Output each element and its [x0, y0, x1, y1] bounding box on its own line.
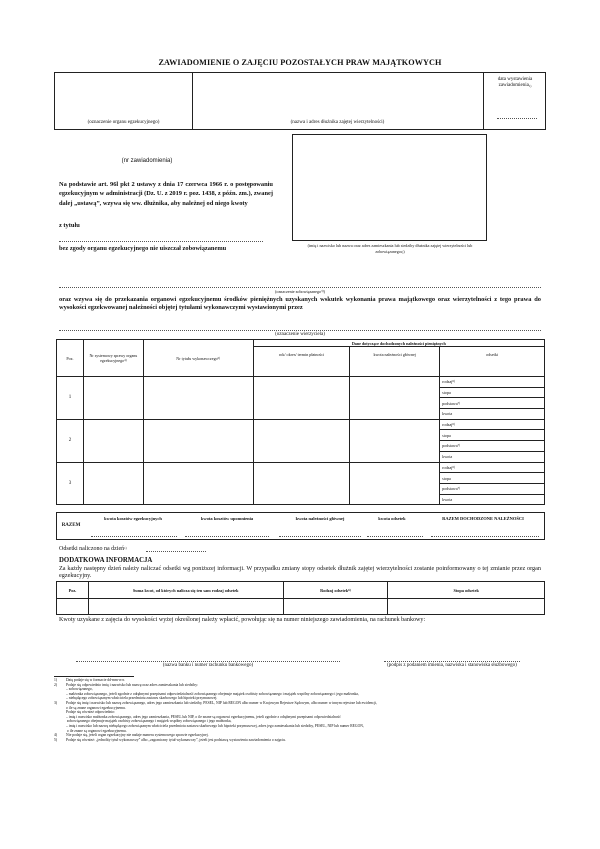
footnote-number: 2): [54, 682, 58, 687]
interest-header-rodzaj: Rodzaj odsetek$^{6)}$: [283, 582, 388, 599]
call-text: oraz wzywa się do przekazania organowi egzekucyjnemu środków pieniężnych uzyskanych wskutek wykonania prawa majątkowego oraz wierzytelności z tego prawa do wysokości egzekwowanej należności objętej tytułami wykonawczymi wystawionymi przez: [59, 296, 541, 312]
page-title: ZAWIADOMIENIE O ZAJĘCIU POZOSTAŁYCH PRAW MAJĄTKOWYCH: [158, 58, 442, 67]
payment-text: Kwoty uzyskane z zajęcia do wysokości wyżej określonej należy wpłacić, powołując się na numer niniejszego zawiadomienia, na rachunek bankowy:: [59, 617, 426, 623]
obligor-box: [292, 134, 487, 241]
footnote-number: 5): [54, 737, 58, 742]
footnote-text: zobowiązanego obejmuje majątek osobisty zobowiązanego i majątek wspólny zobowiązanego i jego małżonka,: [66, 719, 232, 724]
header-nr-tytulu: Nr tytułu wykonawczego$^{5)}$: [143, 340, 253, 377]
footnote-text: Podaje się również: „jednolity tytuł wykonawczy” albo „zagraniczny tytuł wykonawczy”, jeżeli jest podstawą wystawienia zawiadomienia o zajęciu.: [66, 737, 286, 742]
odsetki-rodzaj: rodzaj$^{6)}$: [440, 377, 545, 388]
razem-label: RAZEM: [61, 523, 81, 528]
footnote-text: – imię i nazwisko małżonka zobowiązanego, adres jego zamieszkania, PESEL lub NIP, o ile znane są organowi egzekucyjnemu, jeżeli zgodnie z odrębnymi przepisami odpowiedzialność: [66, 714, 341, 719]
footnote-number: 3): [54, 700, 58, 705]
razem-koszty-upom: kwota kosztów upomnienia: [200, 516, 254, 521]
legal-basis-text: Na podstawie art. 96l pkt 2 ustawy z dnia 17 czerwca 1966 r. o postępowaniu egzekucyjnym w administracji (Dz. U. z 2019 r. poz. 1438, z późn. zm.), zwanej dalej „ustawą”, wzywa się ww. dłużnika, aby należnej od niego kwoty: [59, 181, 273, 207]
header-box: [54, 72, 546, 130]
odsetki-stopa: stopa: [440, 430, 545, 441]
signature-label: (podpis z podaniem imienia, nazwiska i stanowiska służbowego): [387, 663, 517, 668]
header-odsetki: odsetki: [440, 347, 545, 377]
zobowiazany-label: (oznaczenie zobowiązanego$^{3)}$): [275, 289, 325, 294]
razem-koszty-egz: kwota kosztów egzekucyjnych: [104, 516, 162, 521]
razem-naleznosc: kwota należności głównej: [295, 516, 345, 521]
row-poz: 3: [57, 462, 84, 505]
bank-label: (nazwa banku i numer rachunku bankowego): [162, 663, 254, 668]
interest-table: [56, 581, 545, 615]
debtor-label: (nazwa i adres dłużnika zajętej wierzytelności): [290, 120, 385, 125]
notice-number-label: (nr zawiadomienia): [121, 158, 173, 164]
odsetki-rodzaj: rodzaj$^{6)}$: [440, 419, 545, 430]
odsetki-podstawa: podstawa$^{7)}$: [440, 441, 545, 452]
header-kwota-glowna: kwota należności głównej: [350, 347, 440, 377]
header-nr-systemowy: Nr systemowy sprawy organu egzekucyjnego$^{4)}$: [83, 340, 143, 377]
interest-header-poz: Poz.: [57, 582, 89, 599]
obligor-label: (imię i nazwisko lub nazwa oraz adres zamieszkania lub siedziby dłużnika zajętej wierzytelności lub zobowiązanego$^{2)}$): [307, 243, 473, 254]
date-label: data wystawienia zawiadomienia$^{1)}$: [497, 77, 533, 88]
row-poz: 1: [57, 377, 84, 420]
razem-row: [56, 512, 545, 540]
odsetki-date: Odsetki naliczono na dzień$^{1)}$: [59, 546, 127, 552]
bez-zgody-text: bez zgody organu egzekucyjnego nie uiszczał zobowiązanemu: [59, 245, 227, 252]
interest-header-suma: Suma kwot, od których nalicza się ten sam rodzaj odsetek: [88, 582, 283, 599]
organ-label: (oznaczenie organu egzekucyjnego): [87, 120, 160, 125]
razem-dochodzone: RAZEM DOCHODZONE NALEŻNOŚCI: [442, 516, 524, 521]
tytulu-label: z tytułu: [59, 222, 80, 229]
row-poz: 2: [57, 419, 84, 462]
header-rok: rok/ okres/ termin płatności: [253, 347, 350, 377]
footnote-text: o ile są znane organowi egzekucyjnemu.: [66, 705, 126, 710]
odsetki-stopa: stopa: [440, 473, 545, 484]
odsetki-kwota: kwota: [440, 451, 545, 462]
razem-odsetek: kwota odsetek: [378, 516, 406, 521]
interest-header-stopa: Stopa odsetek: [388, 582, 545, 599]
odsetki-kwota: kwota: [440, 409, 545, 420]
main-table: [56, 339, 545, 505]
footnote-number: 1): [54, 678, 58, 682]
odsetki-stopa: stopa: [440, 387, 545, 398]
footnotes: [54, 678, 554, 742]
header-poz: Poz.: [57, 340, 84, 377]
footnote-text: Nie podaje się, jeżeli organ egzekucyjny nie nadaje numeru systemowego sprawie egzekucyjnej.: [66, 733, 209, 738]
header-dane: Dane dotyczące dochodzonych należności pieniężnych: [253, 340, 544, 347]
footnote-text: Podaje się również odpowiednio:: [66, 710, 116, 715]
footnote-text: – zobowiązanego,: [66, 687, 93, 692]
footnote-text: – imię i nazwisko lub nazwę niebędącego zobowiązanym właściciela przedmiotu zastawu skarbowego lub hipoteki przymusowej, adres jego zamieszkania lub siedziby, PESEL, NIP lub numer REGON,: [66, 723, 364, 728]
footnote-text: o ile znane są organowi egzekucyjnemu.: [66, 728, 127, 733]
footnote-text: Podaje się imię i nazwisko lub nazwę zobowiązanego, adres jego zamieszkania lub siedziby, PESEL, NIP lub REGON albo numer w Krajowym Rejestrze Sądowym, albo numer w innym rejestrze lub ewidencji,: [66, 700, 377, 705]
footnote-text: Podaje się odpowiednio imię i nazwisko lub nazwę oraz adres zamieszkania lub siedziby:: [66, 682, 199, 687]
additional-heading: DODATKOWA INFORMACJA: [59, 557, 153, 564]
odsetki-podstawa: podstawa$^{7)}$: [440, 398, 545, 409]
footnote-line: [54, 738, 554, 743]
creditor-label: (oznaczenie wierzyciela): [275, 332, 325, 337]
footnote-number: 4): [54, 733, 58, 738]
additional-text: Za każdy następny dzień należy naliczać odsetki wg poniższej informacji. W przypadku zmiany stopy odsetek dłużnik zajętej wierzytelności zostanie poinformowany o tej zmianie przez organ egzekucyjny.: [59, 565, 541, 580]
footnote-text: – małżonka zobowiązanego, jeżeli zgodnie z odrębnymi przepisami odpowiedzialność zobowiązanego obejmuje majątek osobisty zobowiązanego i majątek wspólny zobowiązanego i jego małżonka,: [66, 691, 359, 696]
footnote-text: Datę podaje się w formacie dd-mm-rrrr.: [66, 678, 125, 682]
odsetki-rodzaj: rodzaj$^{6)}$: [440, 462, 545, 473]
odsetki-kwota: kwota: [440, 494, 545, 505]
odsetki-podstawa: podstawa$^{7)}$: [440, 483, 545, 494]
footnote-text: – niebędącego zobowiązanym właściciela przedmiotu zastawu skarbowego lub hipoteki przymusowej.: [66, 696, 218, 701]
